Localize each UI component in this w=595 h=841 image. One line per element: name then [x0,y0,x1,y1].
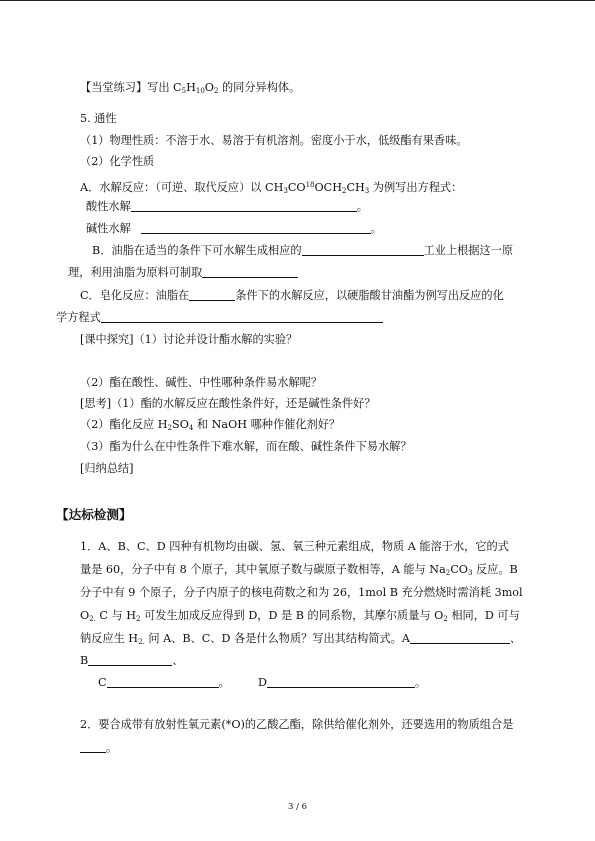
saponification-condition-blank[interactable] [189,289,235,301]
practice-line: 【当堂练习】写出 $C_5H_{10}O_2$ 的同分异构体。 [80,81,301,95]
acid-hydrolysis-line: 酸性水解 。 [86,200,368,213]
q1-answer-b: B 、 [80,654,184,667]
oil-industry-blank[interactable] [202,266,298,278]
base-hydrolysis-blank[interactable] [141,222,371,234]
base-hydrolysis-line: 碱性水解 。 [86,222,382,235]
saponification-equation-blank[interactable] [101,311,383,323]
q1-line-5: 钠反应生 $H_{2.}$ 问 A、B、C、D 各是什么物质？写出其结构简式。A 、 [80,632,522,646]
q2-line-2: 。 [80,741,117,755]
q1-line-2: 量是 60，分子中有 8 个原子，其中氧原子数与碳原子数相等，A 能与 $Na_2CO_3$ 反应。B [80,563,518,577]
answer-d-blank[interactable] [267,676,415,688]
chemical-properties: （2）化学性质 [80,155,155,168]
oil-products-blank[interactable] [302,244,424,256]
hydrolysis-line: A．水解反应：（可逆、取代反应）以 $CH_3CO^{18}OCH_2CH_3$ 为例写出方程式： [80,181,463,195]
section-5-title: 5. 通性 [80,112,117,125]
q2-line-1: 2．要合成带有放射性氧元素(*O)的乙酸乙酯，除供给催化剂外，还要选用的物质组合是 [80,718,514,731]
answer-c-blank[interactable] [107,676,219,688]
summary-label: [归纳总结] [80,462,134,475]
saponification-line: C．皂化反应：油脂在 条件下的水解反应，以硬脂酸甘油酯为例写出反应的化 [80,289,504,302]
answer-a-blank[interactable] [410,632,510,644]
saponification-equation-line: 学方程式 [56,311,383,325]
think-3: （3）酯为什么在中性条件下难水解，而在酸、碱性条件下易水解？ [80,440,412,453]
think-2: （2）酯化反应 $H_2SO_4$ 和 NaOH 哪种作催化剂好？ [80,418,341,432]
explore-2: （2）酯在酸性、碱性、中性哪种条件易水解呢？ [80,376,323,389]
q2-answer-blank[interactable] [80,741,106,753]
oil-hydrolysis-line: B．油脂在适当的条件下可水解生成相应的 工业上根据这一原 [92,244,514,257]
acid-hydrolysis-blank[interactable] [131,200,357,212]
q1-line-3: 分子中有 9 个原子，分子内原子的核电荷数之和为 26，1mol B 充分燃烧时需消耗 3mol [80,586,523,599]
physical-properties: （1）物理性质：不溶于水、易溶于有机溶剂。密度小于水，低级酯有果香味。 [80,134,468,147]
q1-line-4: $O_{2.}$ C 与 $H_2$ 可发生加成反应得到 D，D 是 B 的同系物，其摩尔质量与 $O_2$ 相同，D 可与 [80,609,520,623]
q1-line-1: 1．A、B、C、D 四种有机物均由碳、氢、氧三种元素组成，物质 A 能溶于水，它的式 [80,540,509,553]
header-rule [0,0,595,1]
answer-b-blank[interactable] [88,654,172,666]
explore-1: [课中探究]（1）讨论并设计酯水解的实验？ [80,333,298,346]
oil-industry-line: 理，利用油脂为原料可制取 [68,266,298,280]
section-title: 【达标检测】 [56,507,132,522]
page-number: 3 / 6 [287,802,308,812]
think-1: [思考]（1）酯的水解反应在酸性条件好，还是碱性条件好？ [80,397,376,410]
q1-answer-d: D 。 [258,676,427,689]
q1-answer-c: C 。 [98,676,230,689]
